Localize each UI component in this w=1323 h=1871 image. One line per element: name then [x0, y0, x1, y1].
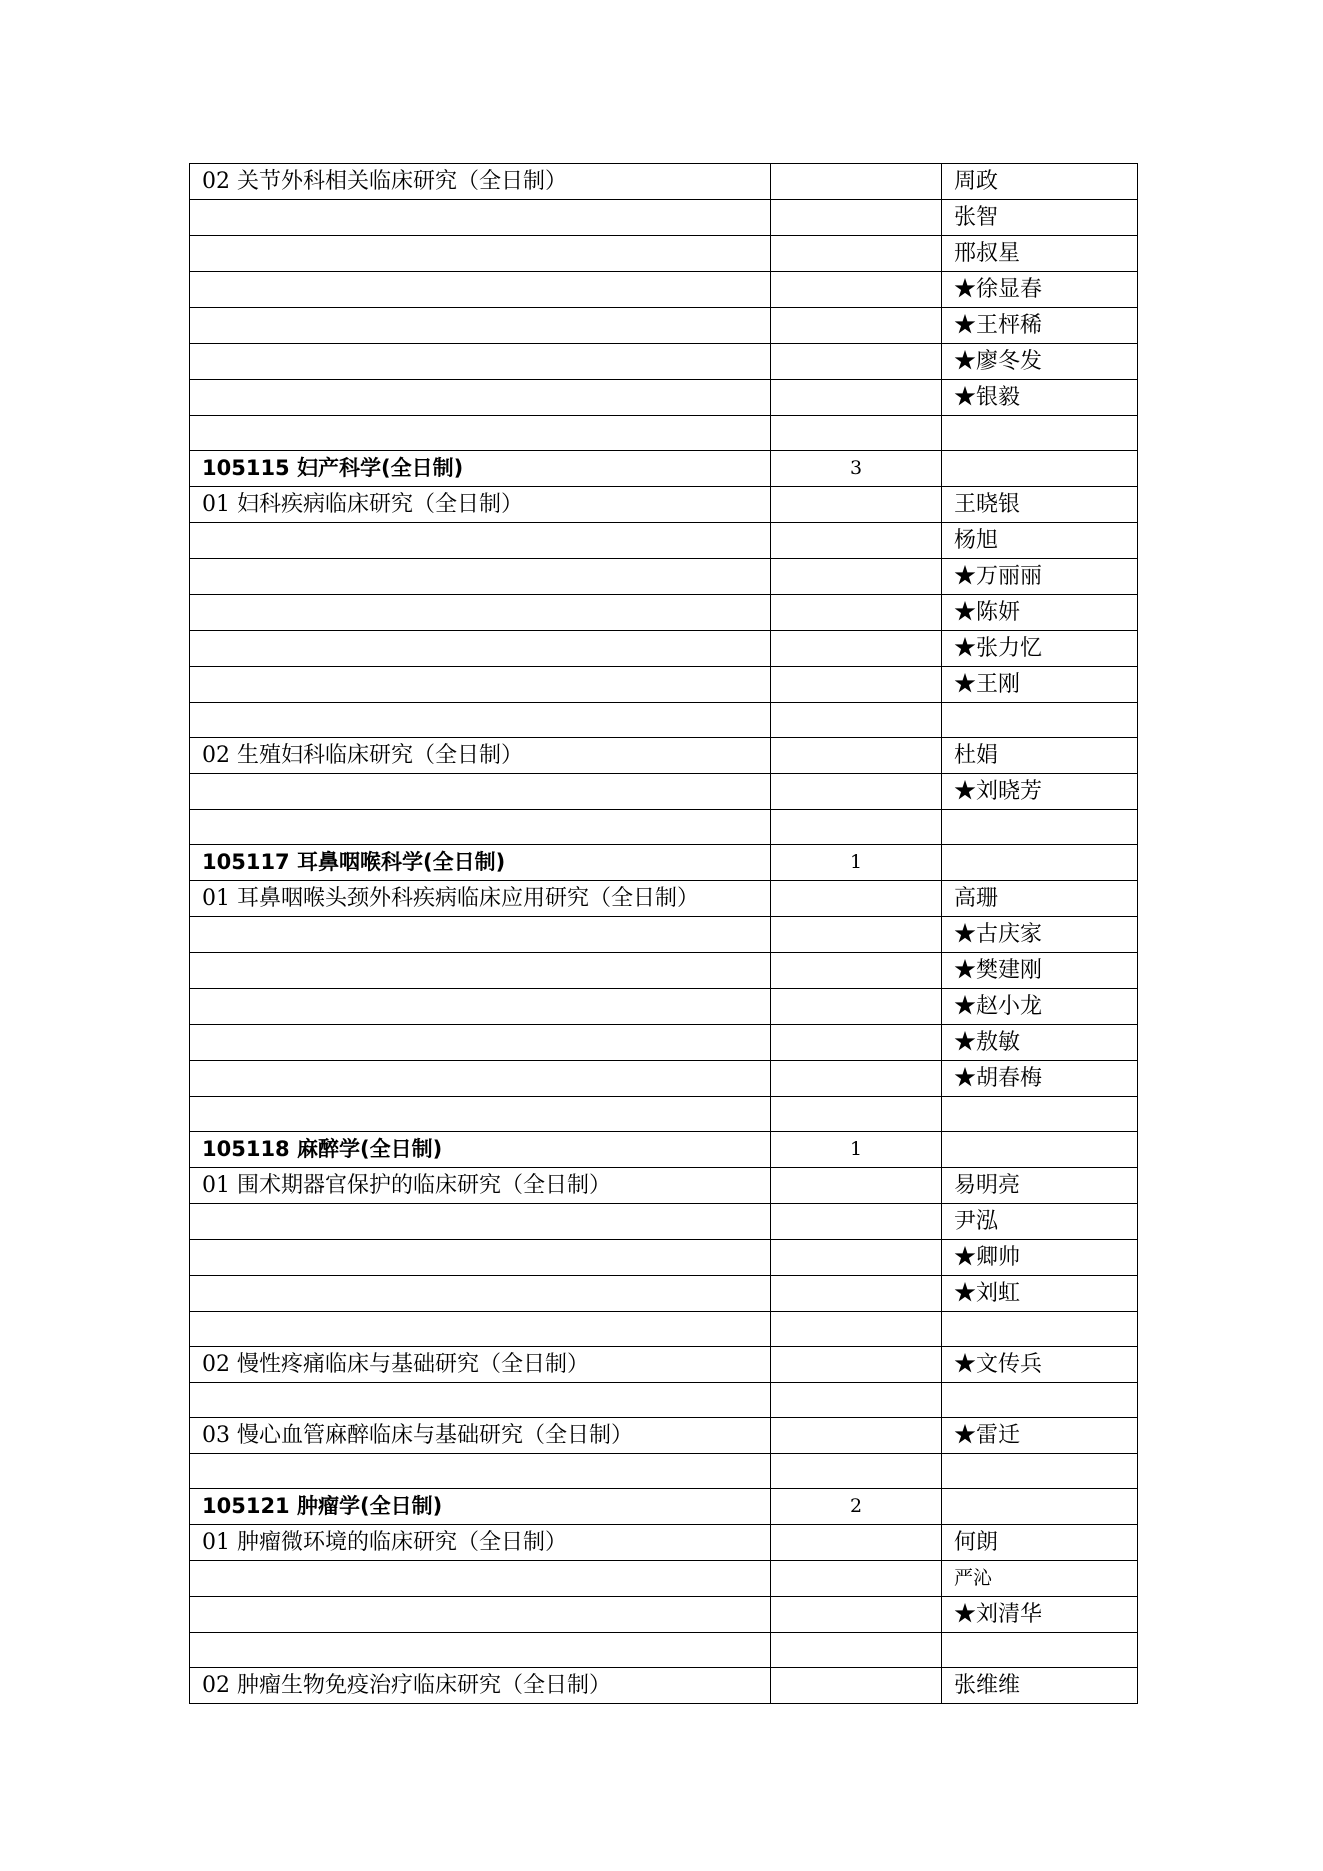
advisor-name-cell: 严沁 [942, 1561, 1138, 1597]
enrollment-quota-cell [771, 703, 942, 738]
enrollment-quota-cell [771, 1312, 942, 1347]
enrollment-quota-cell [771, 272, 942, 308]
advisor-row [190, 953, 1138, 989]
enrollment-quota-cell [771, 1418, 942, 1454]
research-direction-cell: 02 肿瘤生物免疫治疗临床研究（全日制） [190, 1668, 771, 1704]
advisor-name-cell: ★赵小龙 [942, 989, 1138, 1025]
advisor-name-cell: ★廖冬发 [942, 344, 1138, 380]
enrollment-quota-cell [771, 1276, 942, 1312]
major-name-cell: 105117 耳鼻咽喉科学(全日制) [190, 845, 771, 881]
spacer-row [190, 1383, 1138, 1418]
spacer-row [190, 1097, 1138, 1132]
enrollment-quota-cell: 1 [771, 845, 942, 881]
direction-row [190, 1168, 1138, 1204]
major-row [190, 845, 1138, 881]
advisor-row [190, 559, 1138, 595]
research-direction-cell [190, 1061, 771, 1097]
enrollment-quota-cell [771, 667, 942, 703]
enrollment-quota-cell [771, 774, 942, 810]
research-direction-cell: 01 肿瘤微环境的临床研究（全日制） [190, 1525, 771, 1561]
advisor-name-cell: ★文传兵 [942, 1347, 1138, 1383]
advisor-name-cell [942, 1454, 1138, 1489]
enrollment-quota-cell [771, 1454, 942, 1489]
advisor-row [190, 631, 1138, 667]
advisor-row [190, 1025, 1138, 1061]
research-direction-cell [190, 523, 771, 559]
enrollment-quota-cell [771, 1633, 942, 1668]
enrollment-quota-cell [771, 308, 942, 344]
advisor-row [190, 989, 1138, 1025]
research-direction-cell [190, 308, 771, 344]
advisor-name-cell [942, 1312, 1138, 1347]
advisor-name-cell: ★陈妍 [942, 595, 1138, 631]
enrollment-quota-cell: 2 [771, 1489, 942, 1525]
advisor-name-cell: 王晓银 [942, 487, 1138, 523]
enrollment-quota-cell [771, 1525, 942, 1561]
research-direction-cell [190, 1454, 771, 1489]
enrollment-quota-cell [771, 917, 942, 953]
direction-row [190, 1668, 1138, 1704]
advisor-name-cell [942, 1097, 1138, 1132]
research-direction-cell [190, 917, 771, 953]
enrollment-quota-cell [771, 1025, 942, 1061]
enrollment-quota-cell [771, 1597, 942, 1633]
advisor-name-cell: 尹泓 [942, 1204, 1138, 1240]
advisor-name-cell: ★王枰稀 [942, 308, 1138, 344]
spacer-row [190, 1312, 1138, 1347]
advisor-name-cell: 高珊 [942, 881, 1138, 917]
enrollment-quota-cell [771, 1383, 942, 1418]
research-direction-cell [190, 1633, 771, 1668]
enrollment-quota-cell [771, 1097, 942, 1132]
enrollment-quota-cell [771, 738, 942, 774]
research-direction-cell [190, 595, 771, 631]
advisor-name-cell: 何朗 [942, 1525, 1138, 1561]
major-name-cell: 105115 妇产科学(全日制) [190, 451, 771, 487]
enrollment-quota-cell [771, 631, 942, 667]
research-direction-cell [190, 272, 771, 308]
enrollment-quota-cell [771, 1204, 942, 1240]
advisor-name-cell [942, 703, 1138, 738]
advisor-row [190, 308, 1138, 344]
direction-row [190, 738, 1138, 774]
advisor-name-cell: ★胡春梅 [942, 1061, 1138, 1097]
enrollment-quota-cell [771, 523, 942, 559]
research-direction-cell: 02 生殖妇科临床研究（全日制） [190, 738, 771, 774]
research-direction-cell: 02 关节外科相关临床研究（全日制） [190, 164, 771, 200]
enrollment-quota-cell: 3 [771, 451, 942, 487]
advisor-name-cell [942, 416, 1138, 451]
direction-row [190, 1347, 1138, 1383]
enrollment-quota-cell [771, 236, 942, 272]
advisor-name-cell: ★敖敏 [942, 1025, 1138, 1061]
program-table [189, 163, 1138, 1704]
research-direction-cell [190, 774, 771, 810]
major-row [190, 451, 1138, 487]
research-direction-cell [190, 200, 771, 236]
research-direction-cell [190, 1025, 771, 1061]
advisor-name-cell [942, 1489, 1138, 1525]
direction-row [190, 164, 1138, 200]
advisor-name-cell: ★王刚 [942, 667, 1138, 703]
enrollment-quota-cell [771, 1561, 942, 1597]
spacer-row [190, 416, 1138, 451]
spacer-row [190, 810, 1138, 845]
advisor-row [190, 523, 1138, 559]
enrollment-quota-cell [771, 344, 942, 380]
advisor-name-cell: 张智 [942, 200, 1138, 236]
research-direction-cell: 01 围术期器官保护的临床研究（全日制） [190, 1168, 771, 1204]
direction-row [190, 1525, 1138, 1561]
major-row [190, 1489, 1138, 1525]
advisor-name-cell [942, 1132, 1138, 1168]
enrollment-quota-cell [771, 200, 942, 236]
advisor-name-cell [942, 1383, 1138, 1418]
research-direction-cell [190, 1240, 771, 1276]
advisor-row [190, 200, 1138, 236]
advisor-name-cell: ★刘晓芳 [942, 774, 1138, 810]
advisor-name-cell: ★雷迁 [942, 1418, 1138, 1454]
advisor-name-cell: ★银毅 [942, 380, 1138, 416]
advisor-name-cell: ★刘虹 [942, 1276, 1138, 1312]
advisor-name-cell [942, 451, 1138, 487]
research-direction-cell [190, 1276, 771, 1312]
research-direction-cell [190, 953, 771, 989]
research-direction-cell [190, 667, 771, 703]
major-name-cell: 105121 肿瘤学(全日制) [190, 1489, 771, 1525]
advisor-name-cell [942, 1633, 1138, 1668]
major-row [190, 1132, 1138, 1168]
enrollment-quota-cell [771, 810, 942, 845]
enrollment-quota-cell [771, 559, 942, 595]
research-direction-cell: 01 妇科疾病临床研究（全日制） [190, 487, 771, 523]
advisor-row [190, 272, 1138, 308]
research-direction-cell [190, 631, 771, 667]
spacer-row [190, 703, 1138, 738]
advisor-row [190, 1240, 1138, 1276]
advisor-name-cell: ★卿帅 [942, 1240, 1138, 1276]
enrollment-quota-cell [771, 1668, 942, 1704]
research-direction-cell: 01 耳鼻咽喉头颈外科疾病临床应用研究（全日制） [190, 881, 771, 917]
spacer-row [190, 1454, 1138, 1489]
advisor-name-cell: 周政 [942, 164, 1138, 200]
advisor-name-cell: 杜娟 [942, 738, 1138, 774]
research-direction-cell [190, 1561, 771, 1597]
advisor-row [190, 595, 1138, 631]
program-table-body [190, 164, 1138, 1704]
research-direction-cell [190, 559, 771, 595]
advisor-name-cell: 杨旭 [942, 523, 1138, 559]
research-direction-cell [190, 1597, 771, 1633]
advisor-row [190, 1204, 1138, 1240]
enrollment-quota-cell [771, 881, 942, 917]
research-direction-cell [190, 989, 771, 1025]
research-direction-cell [190, 1204, 771, 1240]
advisor-name-cell: 易明亮 [942, 1168, 1138, 1204]
advisor-name-cell: ★张力忆 [942, 631, 1138, 667]
advisor-name-cell [942, 810, 1138, 845]
research-direction-cell [190, 344, 771, 380]
advisor-row [190, 667, 1138, 703]
advisor-row [190, 1061, 1138, 1097]
advisor-row [190, 1597, 1138, 1633]
advisor-name-cell: 邢叔星 [942, 236, 1138, 272]
research-direction-cell [190, 810, 771, 845]
research-direction-cell [190, 703, 771, 738]
advisor-row [190, 1276, 1138, 1312]
direction-row [190, 1418, 1138, 1454]
research-direction-cell: 02 慢性疼痛临床与基础研究（全日制） [190, 1347, 771, 1383]
research-direction-cell [190, 236, 771, 272]
enrollment-quota-cell [771, 595, 942, 631]
enrollment-quota-cell [771, 989, 942, 1025]
spacer-row [190, 1633, 1138, 1668]
research-direction-cell [190, 1312, 771, 1347]
advisor-name-cell: 张维维 [942, 1668, 1138, 1704]
enrollment-quota-cell [771, 416, 942, 451]
advisor-row [190, 1561, 1138, 1597]
enrollment-quota-cell [771, 487, 942, 523]
advisor-row [190, 917, 1138, 953]
enrollment-quota-cell [771, 380, 942, 416]
major-name-cell: 105118 麻醉学(全日制) [190, 1132, 771, 1168]
enrollment-quota-cell [771, 1168, 942, 1204]
enrollment-quota-cell [771, 953, 942, 989]
enrollment-quota-cell [771, 164, 942, 200]
research-direction-cell [190, 416, 771, 451]
direction-row [190, 487, 1138, 523]
research-direction-cell [190, 1097, 771, 1132]
advisor-row [190, 236, 1138, 272]
advisor-row [190, 380, 1138, 416]
advisor-name-cell [942, 845, 1138, 881]
research-direction-cell [190, 380, 771, 416]
direction-row [190, 881, 1138, 917]
research-direction-cell: 03 慢心血管麻醉临床与基础研究（全日制） [190, 1418, 771, 1454]
advisor-name-cell: ★刘清华 [942, 1597, 1138, 1633]
advisor-row [190, 344, 1138, 380]
advisor-name-cell: ★樊建刚 [942, 953, 1138, 989]
research-direction-cell [190, 1383, 771, 1418]
advisor-row [190, 774, 1138, 810]
advisor-name-cell: ★古庆家 [942, 917, 1138, 953]
enrollment-quota-cell [771, 1240, 942, 1276]
enrollment-quota-cell: 1 [771, 1132, 942, 1168]
enrollment-quota-cell [771, 1347, 942, 1383]
advisor-name-cell: ★徐显春 [942, 272, 1138, 308]
advisor-name-cell: ★万丽丽 [942, 559, 1138, 595]
enrollment-quota-cell [771, 1061, 942, 1097]
